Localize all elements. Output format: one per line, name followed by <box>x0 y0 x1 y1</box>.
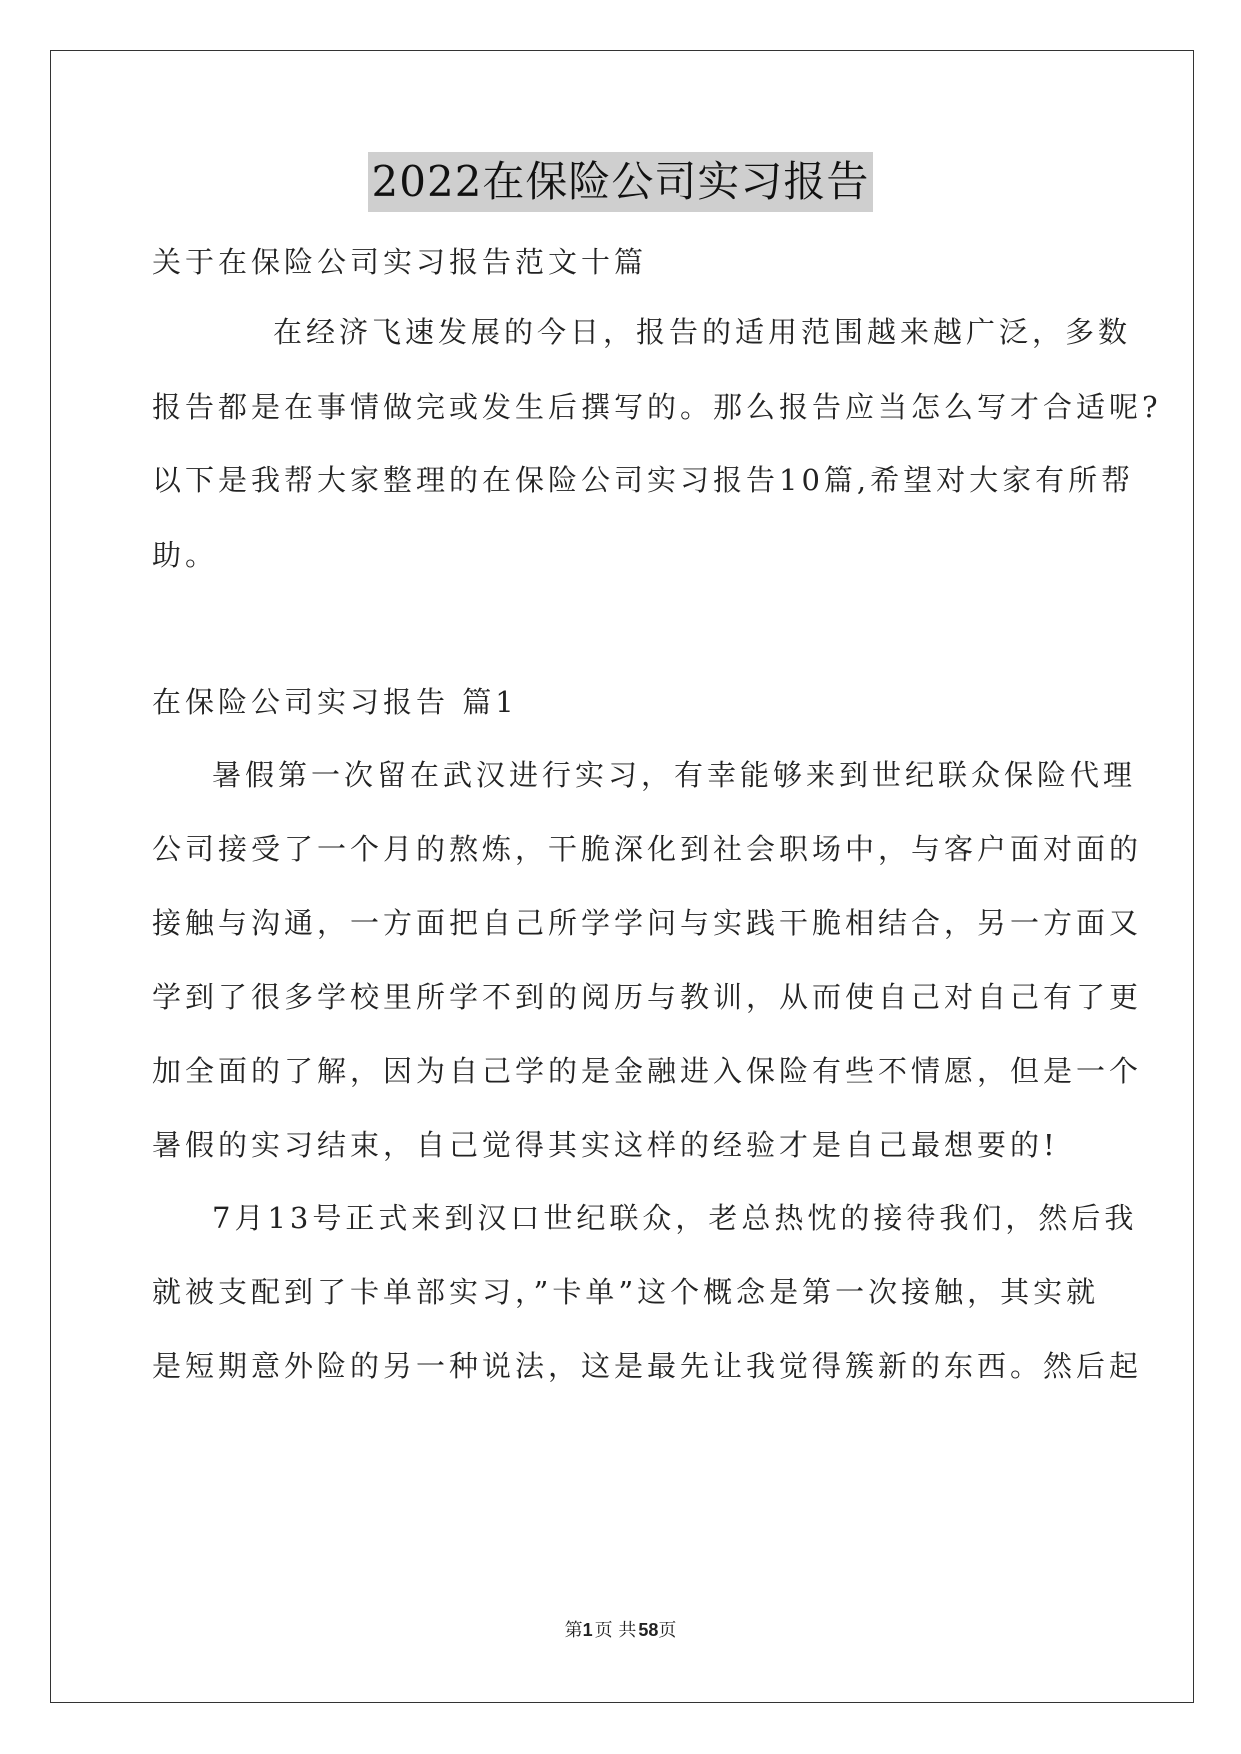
paragraph-line: 暑假的实习结束，自己觉得其实这样的经验才是自己最想要的! <box>152 1128 1059 1162</box>
paragraph-line: 是短期意外险的另一种说法，这是最先让我觉得簇新的东西。然后起 <box>152 1349 1143 1383</box>
paragraph-line: 以下是我帮大家整理的在保险公司实习报告10篇,希望对大家有所帮 <box>152 463 1135 497</box>
paragraph-line: 加全面的了解，因为自己学的是金融进入保险有些不情愿，但是一个 <box>152 1054 1143 1088</box>
footer-total-pages: 58 <box>638 1620 659 1640</box>
paragraph-line: 暑假第一次留在武汉进行实习，有幸能够来到世纪联众保险代理 <box>212 758 1137 792</box>
paragraph-line: 报告都是在事情做完或发生后撰写的。那么报告应当怎么写才合适呢? <box>152 390 1162 424</box>
footer-mid: 页 共 <box>594 1620 637 1641</box>
page-footer <box>0 1618 1241 1643</box>
paragraph-line: 就被支配到了卡单部实习，”卡单”这个概念是第一次接触，其实就 <box>152 1275 1100 1309</box>
paragraph-line: 公司接受了一个月的熬炼，干脆深化到社会职场中，与客户面对面的 <box>152 832 1143 866</box>
paragraph-line: 接触与沟通，一方面把自己所学学问与实践干脆相结合，另一方面又 <box>152 906 1143 940</box>
footer-current-page: 1 <box>582 1620 593 1640</box>
document-title: 2022在保险公司实习报告 <box>368 152 874 212</box>
title-container <box>0 152 1241 212</box>
paragraph-line: 助。 <box>152 538 219 572</box>
paragraph-line: 学到了很多学校里所学不到的阅历与教训，从而使自己对自己有了更 <box>152 980 1143 1014</box>
section-heading: 在保险公司实习报告 篇1 <box>152 685 518 719</box>
subtitle-line: 关于在保险公司实习报告范文十篇 <box>152 245 648 279</box>
paragraph-line: 7月13号正式来到汉口世纪联众，老总热忱的接待我们，然后我 <box>212 1201 1138 1235</box>
footer-prefix: 第 <box>564 1620 583 1641</box>
footer-suffix: 页 <box>658 1620 677 1641</box>
paragraph-line: 在经济飞速发展的今日，报告的适用范围越来越广泛，多数 <box>273 315 1132 349</box>
page-border <box>50 50 1194 1703</box>
